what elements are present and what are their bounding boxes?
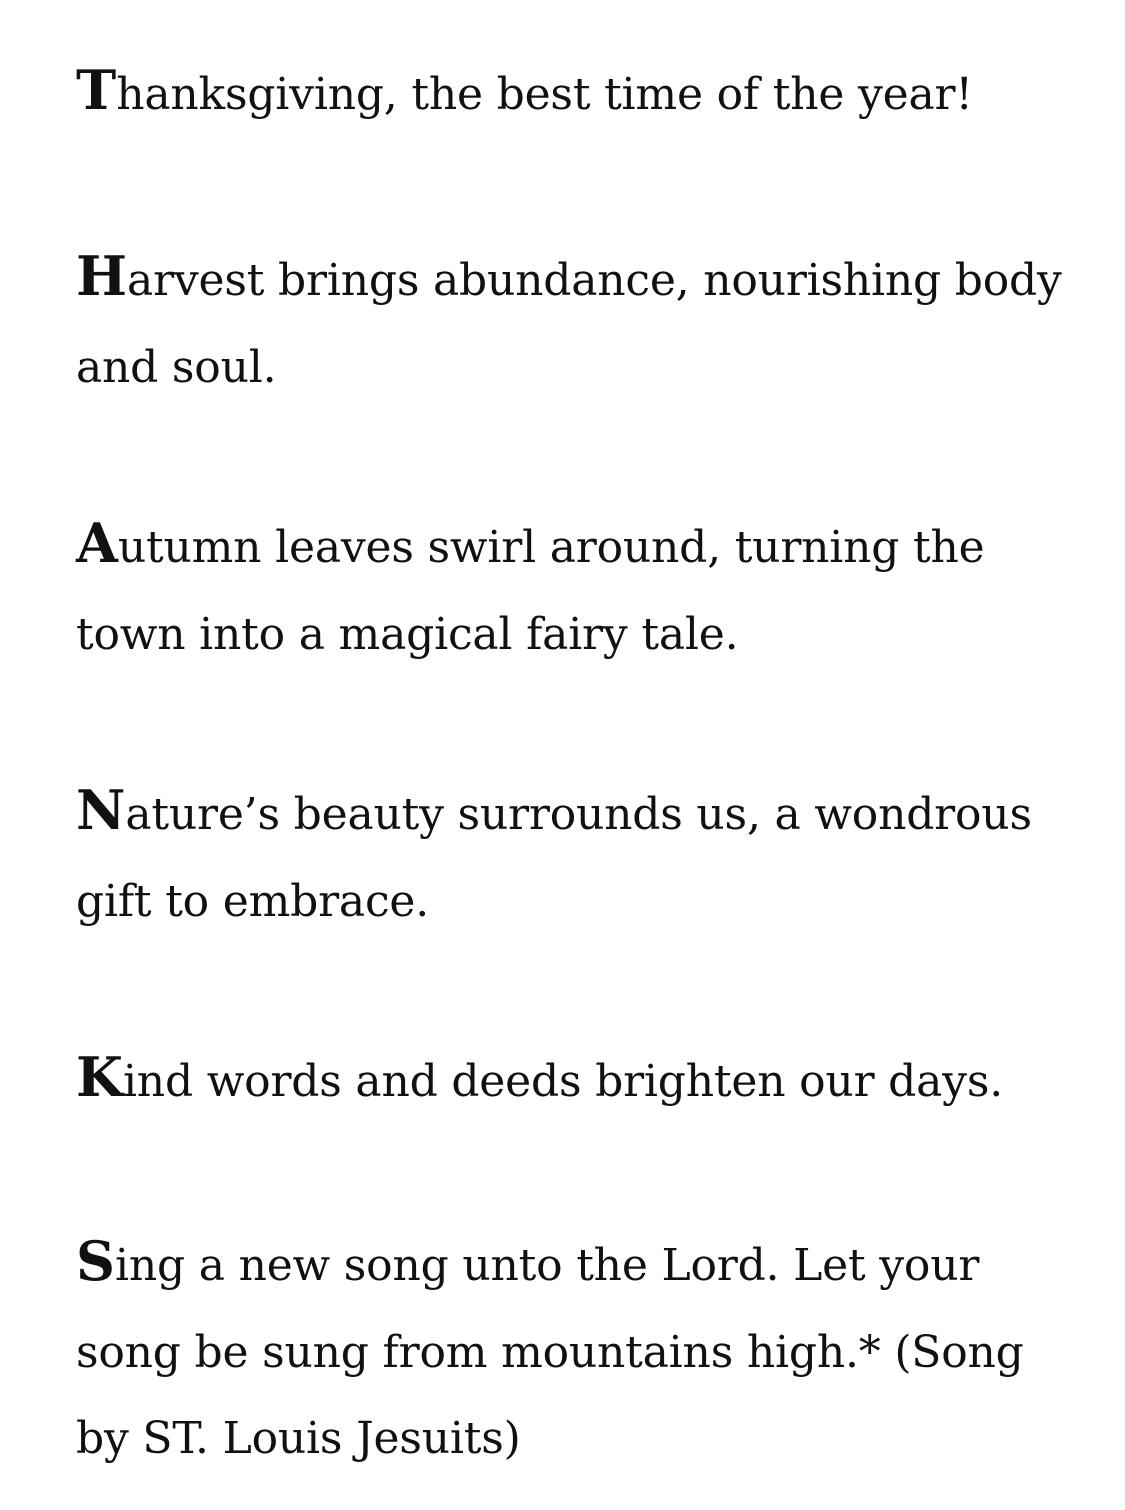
poem-line — [76, 764, 1076, 856]
line-text: ing a new song unto the Lord. Let your — [115, 1240, 980, 1291]
line-text: ind words and deeds brighten our days. — [122, 1056, 1004, 1107]
stanza-harvest — [76, 230, 1076, 414]
poem-line — [76, 1307, 1076, 1399]
line-text: by ST. Louis Jesuits) — [76, 1413, 521, 1464]
line-text: gift to embrace. — [76, 876, 430, 927]
initial-letter: N — [76, 778, 126, 842]
initial-letter: T — [76, 58, 117, 122]
poem-line — [76, 856, 1076, 948]
poem-line — [76, 1215, 1076, 1307]
initial-letter: H — [76, 244, 128, 308]
stanza-sing — [76, 1215, 1076, 1479]
line-text: and soul. — [76, 342, 277, 393]
line-text: hanksgiving, the best time of the year! — [116, 69, 973, 120]
poem-line — [76, 44, 1076, 136]
poem-line — [76, 230, 1076, 322]
stanza-kind — [76, 1031, 1076, 1123]
stanza-autumn — [76, 497, 1076, 681]
poem-line — [76, 322, 1076, 414]
stanza-thanksgiving — [76, 44, 1076, 136]
initial-letter: K — [76, 1045, 123, 1109]
line-text: utumn leaves swirl around, turning the — [117, 522, 985, 573]
line-text: ature’s beauty surrounds us, a wondrous — [125, 789, 1032, 840]
poem-line — [76, 497, 1076, 589]
initial-letter: S — [76, 1229, 115, 1293]
poem-line — [76, 1031, 1076, 1123]
line-text: song be sung from mountains high.* (Song — [76, 1327, 1024, 1378]
line-text: arvest brings abundance, nourishing body — [127, 255, 1062, 306]
stanza-nature — [76, 764, 1076, 948]
initial-letter: A — [76, 511, 118, 575]
line-text: town into a magical fairy tale. — [76, 609, 739, 660]
poem-line — [76, 1399, 1076, 1479]
poem-line — [76, 589, 1076, 681]
